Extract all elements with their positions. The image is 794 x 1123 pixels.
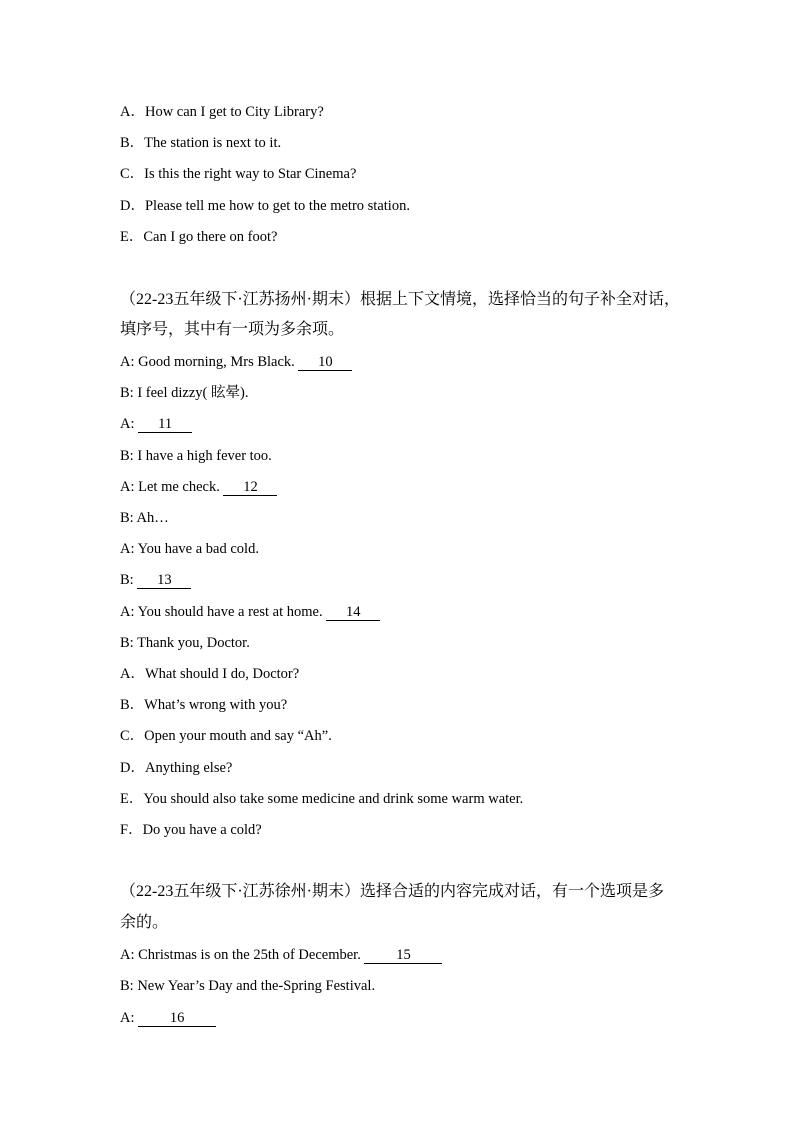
dialogue-text: A: You have a bad cold. bbox=[120, 541, 259, 557]
answer-blank: 13 bbox=[137, 572, 191, 589]
dialogue-line bbox=[120, 478, 277, 496]
dialogue-text: B: I have a high fever too. bbox=[120, 448, 272, 464]
answer-blank: 12 bbox=[223, 479, 277, 496]
option-line: B．The station is next to it. bbox=[120, 135, 282, 151]
dialogue-line bbox=[120, 603, 380, 621]
answer-blank: 14 bbox=[326, 604, 380, 621]
dialogue-text: A: bbox=[120, 1010, 139, 1026]
dialogue-line bbox=[120, 1009, 216, 1027]
option-line: E．Can I go there on foot? bbox=[120, 229, 278, 245]
dialogue-line bbox=[120, 415, 192, 433]
answer-blank: 16 bbox=[138, 1010, 216, 1027]
option-line: A．What should I do, Doctor? bbox=[120, 666, 300, 682]
option-line: A．How can I get to City Library? bbox=[120, 104, 324, 120]
dialogue-line bbox=[120, 353, 352, 371]
answer-blank: 11 bbox=[138, 416, 192, 433]
dialogue-line bbox=[120, 946, 442, 964]
dialogue-text: A: You should have a rest at home. bbox=[120, 604, 327, 620]
dialogue-text: B: I feel dizzy( 眩晕). bbox=[120, 385, 249, 401]
dialogue-text: A: Let me check. bbox=[120, 479, 224, 495]
dialogue-line bbox=[120, 571, 191, 589]
dialogue-text: B: Thank you, Doctor. bbox=[120, 635, 250, 651]
answer-blank: 10 bbox=[298, 354, 352, 371]
dialogue-text: B: bbox=[120, 572, 138, 588]
answer-blank: 15 bbox=[364, 947, 442, 964]
dialogue-line bbox=[120, 540, 259, 558]
dialogue-text: A: Good morning, Mrs Black. bbox=[120, 354, 299, 370]
dialogue-text: B: New Year’s Day and the-Spring Festival. bbox=[120, 978, 376, 994]
dialogue-line bbox=[120, 447, 272, 465]
option-line: D．Anything else? bbox=[120, 760, 233, 776]
section-heading: （22-23五年级下·江苏扬州·期末）根据上下文情境，选择恰当的句子补全对话， bbox=[120, 291, 680, 308]
section-heading: （22-23五年级下·江苏徐州·期末）选择合适的内容完成对话，有一个选项是多 bbox=[120, 883, 664, 900]
dialogue-line bbox=[120, 509, 169, 527]
option-line: D．Please tell me how to get to the metro station. bbox=[120, 198, 410, 214]
section-heading: 余的。 bbox=[120, 914, 169, 931]
option-line: E．You should also take some medicine and drink some warm water. bbox=[120, 791, 524, 807]
dialogue-line bbox=[120, 977, 375, 995]
dialogue-line bbox=[120, 634, 250, 652]
dialogue-text: A: Christmas is on the 25th of December. bbox=[120, 947, 365, 963]
dialogue-text: A: bbox=[120, 416, 139, 432]
option-line: F．Do you have a cold? bbox=[120, 822, 262, 838]
dialogue-text: B: Ah… bbox=[120, 510, 169, 526]
dialogue-line bbox=[120, 384, 248, 402]
section-heading: 填序号，其中有一项为多余项。 bbox=[120, 321, 345, 338]
option-line: B．What’s wrong with you? bbox=[120, 697, 288, 713]
option-line: C．Open your mouth and say “Ah”. bbox=[120, 728, 332, 744]
option-line: C．Is this the right way to Star Cinema? bbox=[120, 166, 357, 182]
